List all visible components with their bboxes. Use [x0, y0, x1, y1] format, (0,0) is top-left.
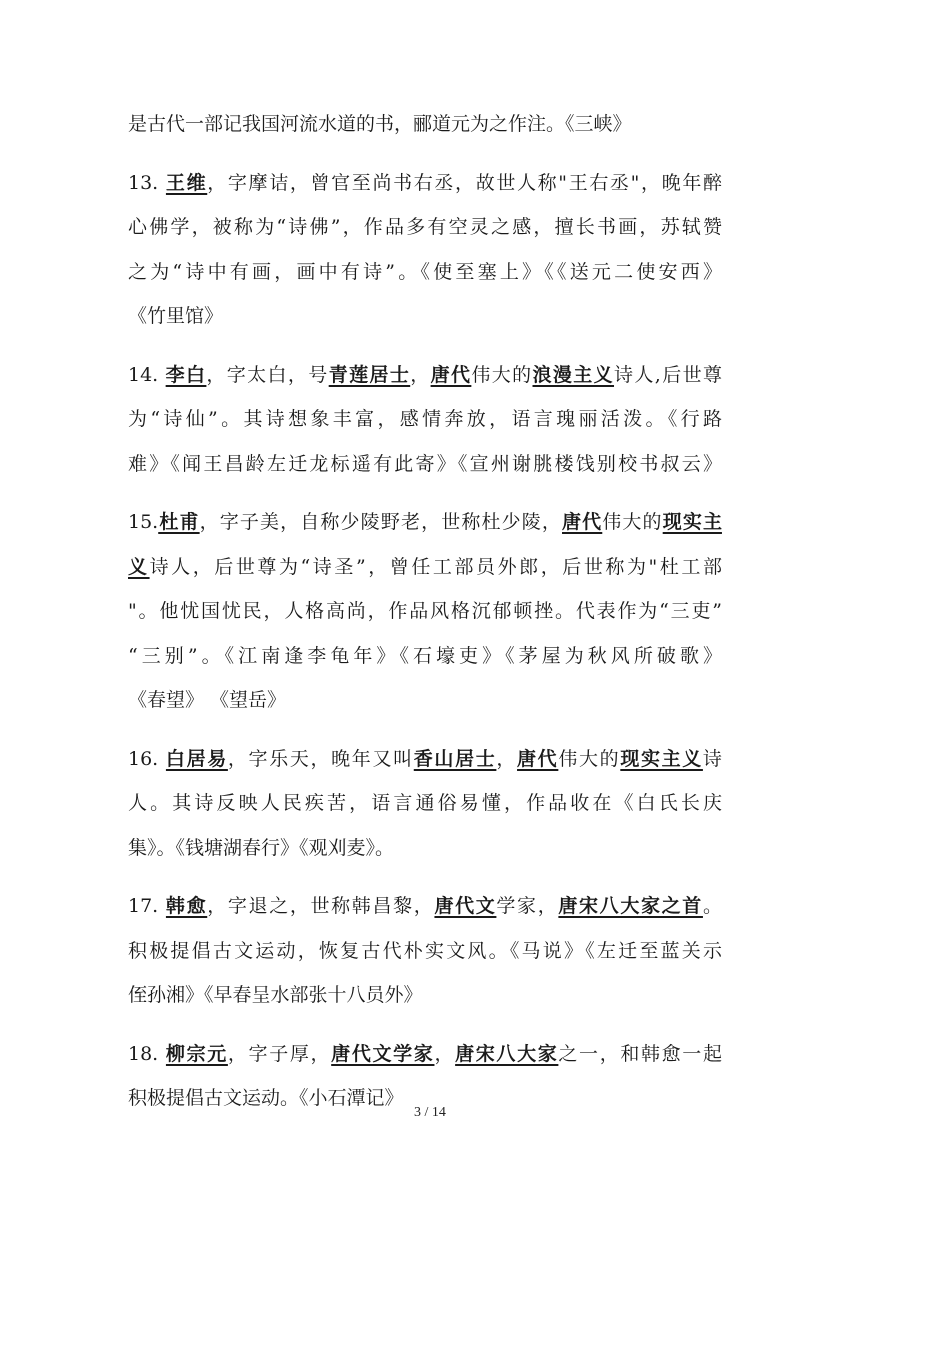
- text-run: 人。其诗反映人民疾苦，语言通俗易懂，作品收在《白氏长庆: [128, 792, 722, 814]
- text-run: 为“诗仙”。其诗想象丰富，感情奔放，语言瑰丽活泼。《行路: [128, 408, 722, 430]
- text-run: 积极提倡古文运动。《小石潭记》: [128, 1087, 404, 1109]
- emphasized-term: 杜甫: [158, 511, 200, 533]
- text-line: [128, 929, 722, 974]
- text-run: ，字退之，世称韩昌黎，: [207, 895, 435, 917]
- text-run: 14.: [128, 363, 166, 386]
- text-run: ，: [410, 363, 431, 386]
- text-line: [128, 737, 722, 782]
- text-line: [128, 545, 722, 590]
- text-run: 之一，和韩愈一起: [558, 1042, 722, 1065]
- text-run: 伟大的: [558, 747, 621, 770]
- text-line: [128, 161, 722, 206]
- text-line: [128, 1032, 722, 1077]
- emphasized-term: 唐代文学家: [331, 1042, 435, 1065]
- paragraph-3: [128, 500, 722, 723]
- paragraph-1: [128, 161, 722, 339]
- text-run: 17.: [128, 895, 166, 917]
- emphasized-term: 李白: [165, 363, 207, 386]
- emphasized-term: 唐宋八大家: [455, 1042, 559, 1065]
- emphasized-term: 现实主义: [620, 747, 703, 770]
- text-run: 学家，: [496, 895, 559, 917]
- emphasized-term: 现实主: [662, 511, 722, 533]
- text-run: 是古代一部记我国河流水道的书，郦道元为之作注。《三峡》: [128, 113, 632, 135]
- text-run: ，字子美，自称少陵野老，世称杜少陵，: [199, 511, 563, 533]
- paragraph-5: [128, 884, 722, 1018]
- emphasized-term: 唐代文: [434, 895, 497, 917]
- text-run: 13.: [128, 171, 166, 194]
- text-run: 之为“诗中有画，画中有诗”。《使至塞上》《《送元二使安西》: [128, 260, 722, 283]
- emphasized-term: 唐代: [562, 511, 603, 533]
- text-line: [128, 294, 722, 339]
- text-run: 16.: [128, 747, 166, 770]
- text-run: 难》《闻王昌龄左迁龙标遥有此寄》《宣州谢朓楼饯别校书叔云》: [128, 452, 722, 475]
- emphasized-term: 白居易: [165, 747, 228, 770]
- emphasized-term: 义: [128, 555, 150, 578]
- emphasized-term: 唐宋八大家之首: [558, 895, 703, 917]
- emphasized-term: 柳宗元: [165, 1042, 228, 1065]
- text-line: [128, 397, 722, 442]
- document-body: [128, 102, 722, 1135]
- text-line: [128, 500, 722, 545]
- text-line: [128, 102, 722, 147]
- emphasized-term: 唐代: [517, 747, 559, 770]
- text-run: 积极提倡古文运动，恢复古代朴实文风。《马说》《左迁至蓝关示: [128, 939, 722, 962]
- text-run: ，字乐天，晚年又叫: [227, 747, 414, 770]
- emphasized-term: 王维: [165, 171, 208, 194]
- text-line: [128, 205, 722, 250]
- text-run: ，字太白，号: [206, 363, 329, 386]
- text-run: 15.: [128, 511, 159, 533]
- emphasized-term: 唐代: [430, 363, 472, 386]
- text-run: ，: [434, 1042, 456, 1065]
- text-run: “三别”。《江南逢李龟年》《石壕吏》《茅屋为秋风所破歌》: [128, 644, 722, 667]
- text-run: 《春望》 《望岳》: [128, 689, 287, 711]
- text-run: "。他忧国忧民，人格高尚，作品风格沉郁顿挫。代表作为“三吏”: [128, 600, 722, 622]
- text-run: ，: [496, 747, 518, 770]
- emphasized-term: 韩愈: [165, 895, 208, 917]
- paragraph-0: [128, 102, 722, 147]
- text-line: [128, 678, 722, 723]
- text-run: 诗人，后世尊为“诗圣”，曾任工部员外郎，后世称为"杜工部: [149, 555, 722, 578]
- text-line: [128, 442, 722, 487]
- text-run: ，字摩诘，曾官至尚书右丞，故世人称"王右丞"，晚年醉: [207, 171, 722, 194]
- text-line: [128, 973, 722, 1018]
- text-line: [128, 589, 722, 634]
- text-run: 心佛学，被称为“诗佛”，作品多有空灵之感，擅长书画，苏轼赞: [128, 216, 722, 238]
- paragraph-4: [128, 737, 722, 871]
- emphasized-term: 青莲居士: [328, 363, 411, 386]
- text-run: 18.: [128, 1042, 166, 1065]
- text-run: 诗: [702, 747, 722, 770]
- text-line: [128, 250, 722, 295]
- text-run: 诗人,后世尊: [614, 363, 722, 386]
- text-line: [128, 353, 722, 398]
- text-line: [128, 826, 722, 871]
- text-run: 伟大的: [471, 363, 533, 386]
- text-line: [128, 781, 722, 826]
- page-number: 3 / 14: [414, 1105, 446, 1120]
- emphasized-term: 香山居士: [413, 747, 497, 770]
- text-run: ，字子厚，: [227, 1042, 332, 1065]
- text-run: 伟大的: [602, 511, 663, 533]
- paragraph-2: [128, 353, 722, 487]
- text-line: [128, 634, 722, 679]
- text-line: [128, 884, 722, 929]
- text-run: 集》。《钱塘湖春行》《观刈麦》。: [128, 836, 395, 859]
- text-run: 侄孙湘》《早春呈水部张十八员外》: [128, 984, 423, 1006]
- text-run: 。: [702, 895, 722, 917]
- emphasized-term: 浪漫主义: [532, 363, 615, 386]
- text-run: 《竹里馆》: [128, 305, 224, 327]
